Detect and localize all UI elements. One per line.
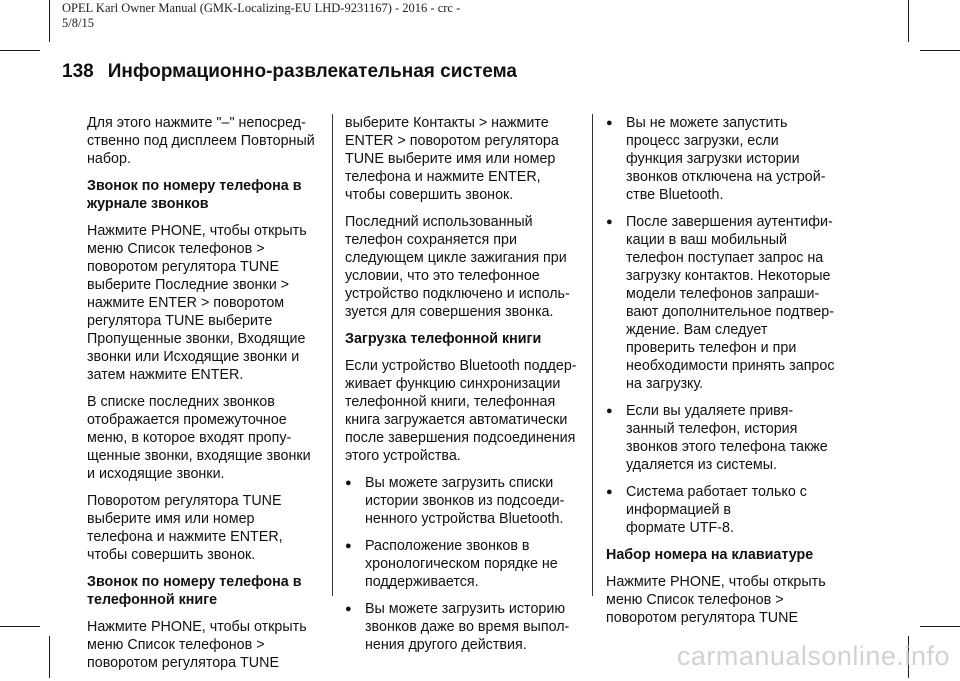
paragraph: Нажмите PHONE, чтобы открыть меню Список телефонов > поворотом регулятора TUNE выберите Последние звонки > нажмите ENTER > поворотом регулятора TUNE выберите Пропущенные звонки, Входящие звонки или Исходящие звонки и затем нажмите ENTER. <box>87 223 307 383</box>
paragraph: Последний использованный телефон сохраняется при следующем цикле зажигания при условии, что это телефонное устройство подключено и исполь- зуется для совершения звонка. <box>345 214 570 320</box>
crop-mark <box>49 0 50 42</box>
list-item <box>345 474 583 528</box>
paragraph: Для этого нажмите "–" непосред- ственно под дисплеем Повторный набор. <box>87 115 315 167</box>
bullet-icon: ● <box>606 486 613 498</box>
bullet-icon: ● <box>345 477 352 489</box>
section-heading: Звонок по номеру телефона в журнале звонков <box>87 178 302 212</box>
list-item <box>345 600 583 654</box>
column-divider <box>332 114 333 596</box>
page-title: Информационно-развлекательная система <box>107 61 517 82</box>
list-item-text: Система работает только с информацией в формате UTF-8. <box>626 484 807 536</box>
list-item <box>345 537 583 591</box>
crop-mark <box>920 626 960 627</box>
bullet-icon: ● <box>606 405 613 417</box>
page-heading <box>62 61 517 83</box>
bullet-icon: ● <box>606 117 613 129</box>
paragraph: Нажмите PHONE, чтобы открыть меню Список телефонов > поворотом регулятора TUNE <box>606 574 826 626</box>
document-header-line: OPEL Karl Owner Manual (GMK-Localizing-EU LHD-9231167) - 2016 - crc - <box>62 1 461 15</box>
list-item <box>606 213 844 393</box>
crop-mark <box>0 50 40 51</box>
list-item <box>606 483 844 537</box>
paragraph: Поворотом регулятора TUNE выберите имя или номер телефона и нажмите ENTER, чтобы совершить звонок. <box>87 493 283 563</box>
list-item-text: Расположение звонков в хронологическом порядке не поддерживается. <box>365 538 558 590</box>
section-heading: Набор номера на клавиатуре <box>606 547 814 563</box>
paragraph: В списке последних звонков отображается промежуточное меню, в которое входят пропу- щенные звонки, входящие звонки и исходящие звонки. <box>87 394 311 482</box>
text-column-3 <box>606 114 844 636</box>
paragraph: выберите Контакты > нажмите ENTER > поворотом регулятора TUNE выберите имя или номер телефона и нажмите ENTER, чтобы совершить звонок. <box>345 115 559 203</box>
section-heading: Звонок по номеру телефона в телефонной книге <box>87 574 302 608</box>
bullet-icon: ● <box>606 216 613 228</box>
bullet-icon: ● <box>345 603 352 615</box>
list-item <box>606 402 844 474</box>
text-column-1 <box>87 114 325 681</box>
crop-mark <box>0 626 40 627</box>
list-item <box>606 114 844 204</box>
crop-mark <box>908 0 909 42</box>
list-item-text: Если вы удаляете привя- занный телефон, история звонков этого телефона также удаляется из системы. <box>626 403 828 473</box>
crop-mark <box>49 636 50 678</box>
document-header <box>62 1 460 31</box>
text-column-2 <box>345 114 583 663</box>
crop-mark <box>920 50 960 51</box>
section-heading: Загрузка телефонной книги <box>345 331 542 347</box>
list-item-text: Вы можете загрузить историю звонков даже во время выпол- нения другого действия. <box>365 601 570 653</box>
paragraph: Если устройство Bluetooth поддер- живает функцию синхронизации телефонной книги, телефонная книга загружается автоматически после завершения подсоединения этого устройства. <box>345 358 577 464</box>
document-header-date: 5/8/15 <box>62 16 94 30</box>
watermark: carmanualsonline.info <box>676 641 950 671</box>
paragraph: Нажмите PHONE, чтобы открыть меню Список телефонов > поворотом регулятора TUNE <box>87 619 307 671</box>
list-item-text: Вы не можете запустить процесс загрузки, если функция загрузки истории звонков отключена на устрой- стве Bluetooth. <box>626 115 826 203</box>
column-divider <box>592 114 593 596</box>
bullet-icon: ● <box>345 540 352 552</box>
page-number: 138 <box>62 61 94 82</box>
list-item-text: После завершения аутентифи- кации в ваш мобильный телефон поступает запрос на загрузку контактов. Некоторые модели телефонов запраши- вают дополнительное подтвер- ждение. Вам следует проверить телефон и при необходимости принять запрос на загрузку. <box>626 214 835 392</box>
list-item-text: Вы можете загрузить списки истории звонков из подсоеди- ненного устройства Bluetooth. <box>365 475 565 527</box>
